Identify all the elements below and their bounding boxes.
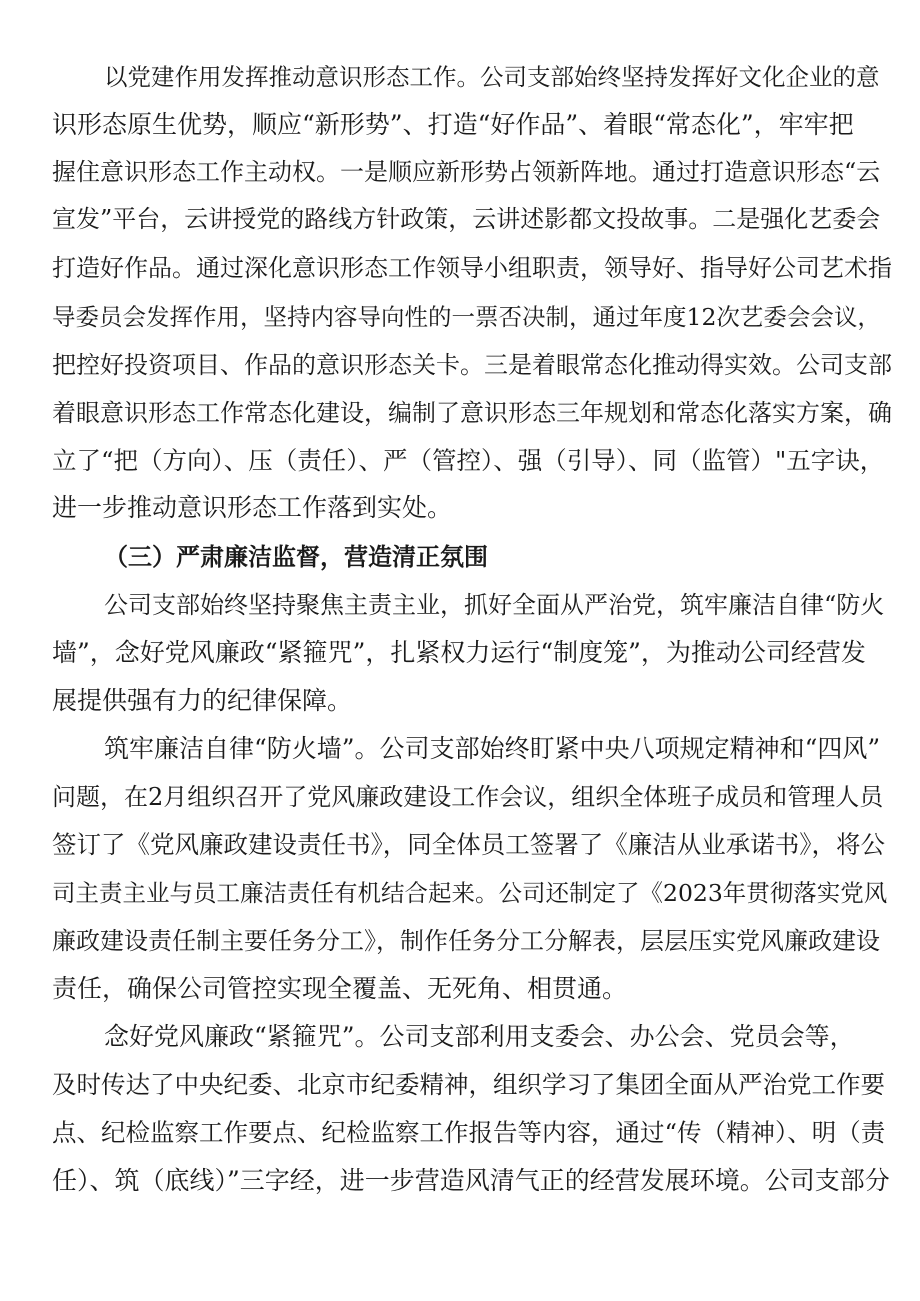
- paragraph-line: 责任，确保公司管控实现全覆盖、无死角、相贯通。: [52, 974, 628, 1003]
- paragraph-line: 及时传达了中央纪委、北京市纪委精神，组织学习了集团全面从严治党工作要: [52, 1070, 885, 1099]
- paragraph-line: 念好党风廉政“紧箍咒”。公司支部利用支委会、办公会、党员会等，: [104, 1022, 855, 1051]
- paragraph-line: 筑牢廉洁自律“防火墙”。公司支部始终盯紧中央八项规定精神和“四风”: [104, 734, 881, 763]
- paragraph-line: 展提供强有力的纪律保障。: [52, 686, 353, 715]
- paragraph-line: 廉政建设责任制主要任务分工》，制作任务分工分解表，层层压实党风廉政建设: [52, 927, 880, 955]
- paragraph-line: 任）、筑（底线）”三字经，进一步营造风清气正的经营发展环境。公司支部分: [52, 1166, 890, 1195]
- paragraph-line: 公司支部始终坚持聚焦主责主业，抓好全面从严治党，筑牢廉洁自律“防火: [104, 591, 885, 619]
- paragraph-line: 导委员会发挥作用，坚持内容导向性的一票否决制，通过年度12次艺委会会议，: [52, 303, 881, 331]
- paragraph-line: 以党建作用发挥推动意识形态工作。公司支部始终坚持发挥好文化企业的意: [104, 63, 880, 91]
- paragraph-line: 问题，在2月组织召开了党风廉政建设工作会议，组织全体班子成员和管理人员: [52, 783, 884, 811]
- paragraph-line: 打造好作品。通过深化意识形态工作领导小组职责，领导好、指导好公司艺术指: [52, 254, 892, 282]
- paragraph-line: 把控好投资项目、作品的意识形态关卡。三是着眼常态化推动得实效。公司支部: [52, 351, 892, 379]
- paragraph-line: 宣发”平台，云讲授党的路线方针政策，云讲述影都文投故事。二是强化艺委会: [52, 205, 881, 233]
- paragraph-line: 着眼意识形态工作常态化建设，编制了意识形态三年规划和常态化落实方案，确: [52, 399, 892, 427]
- paragraph-line: 进一步推动意识形态工作落到实处。: [52, 493, 453, 522]
- paragraph-line: 签订了《党风廉政建设责任书》，同全体员工签署了《廉洁从业承诺书》，将公: [52, 830, 885, 859]
- paragraph-line: 点、纪检监察工作要点、纪检监察工作报告等内容，通过“传（精神）、明（责: [52, 1118, 886, 1147]
- paragraph-line: 墙”，念好党风廉政“紧箍咒”，扎紧权力运行“制度笼”，为推动公司经营发: [52, 638, 866, 667]
- paragraph-line: 握住意识形态工作主动权。一是顺应新形势占领新阵地。通过打造意识形态“云: [52, 158, 881, 186]
- section-heading: （三）严肃廉洁监督，营造清正氛围: [104, 543, 488, 571]
- paragraph-line: 识形态原生优势，顺应“新形势”、打造“好作品”、着眼“常态化”，牢牢把: [52, 110, 854, 139]
- paragraph-line: 司主责主业与员工廉洁责任有机结合起来。公司还制定了《2023年贯彻落实党风: [52, 879, 888, 907]
- paragraph-line: 立了“把（方向）、压（责任）、严（管控）、强（引导）、同（监管）"五字诀，: [52, 446, 885, 475]
